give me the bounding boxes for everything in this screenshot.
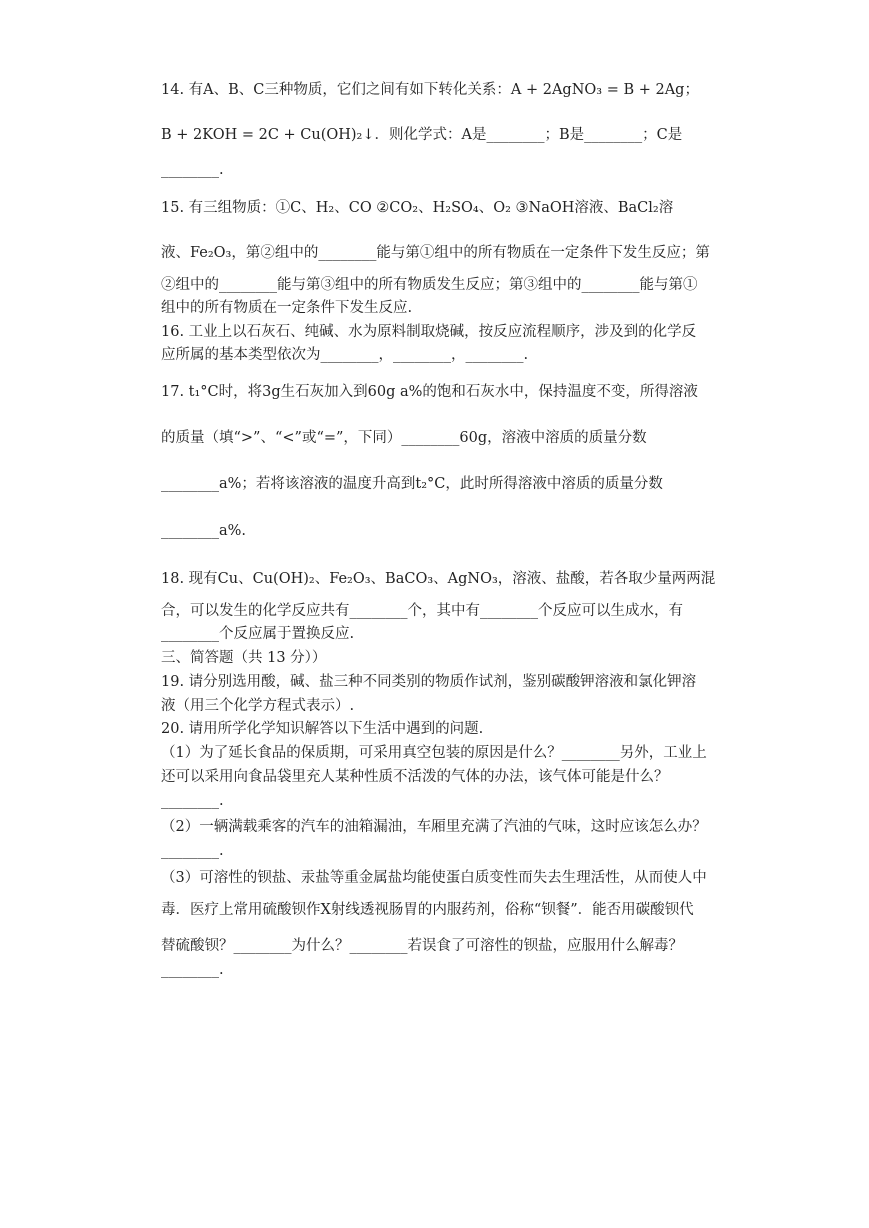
q20-3-line-4: ________. [161, 962, 224, 978]
q20-1-line-2: 还可以采用向食品袋里充人某种性质不活泼的气体的办法，该气体可能是什么？ [161, 769, 669, 785]
q14-line-2: B + 2KOH = 2C + Cu(OH)₂↓．则化学式：A是________；B是________；C是 [161, 127, 683, 143]
q17-line-3: ________a%；若将该溶液的温度升高到t₂°C，此时所得溶液中溶质的质量分数 [161, 476, 663, 492]
q20-2-line-1: （2）一辆满载乘客的汽车的油箱漏油，车厢里充满了汽油的气味，这时应该怎么办？ [161, 819, 707, 835]
q17-line-2: 的质量（填“>”、“<”或“=”，下同）________60g，溶液中溶质的质量分数 [161, 430, 647, 446]
q15-line-3: ②组中的________能与第③组中的所有物质发生反应；第③组中的________能与第① [161, 277, 698, 293]
q14-line-1: 14. 有A、B、C三种物质，它们之间有如下转化关系：A + 2AgNO₃ = B + 2Ag； [161, 82, 699, 98]
q18-line-1: 18. 现有Cu、Cu(OH)₂、Fe₂O₃、BaCO₃、AgNO₃，溶液、盐酸，若各取少量两两混 [161, 571, 716, 587]
q15-line-1: 15. 有三组物质：①C、H₂、CO ②CO₂、H₂SO₄、O₂ ③NaOH溶液、BaCl₂溶 [161, 200, 674, 216]
q17-line-1: 17. t₁°C时，将3g生石灰加入到60g a%的饱和石灰水中，保持温度不变，所得溶液 [161, 384, 698, 400]
q20-2-line-2: ________. [161, 843, 224, 859]
q17-line-4: ________a%. [161, 523, 247, 539]
q20-line-1: 20. 请用所学化学知识解答以下生活中遇到的问题. [161, 721, 484, 737]
q19-line-1: 19. 请分别选用酸，碱、盐三种不同类别的物质作试剂，鉴别碳酸钾溶液和氯化钾溶 [161, 674, 697, 690]
q20-3-line-3: 替硫酸钡？________为什么？________若误食了可溶性的钡盐，应服用什么解毒？ [161, 938, 683, 954]
q16-line-1: 16. 工业上以石灰石、纯碱、水为原料制取烧碱，按反应流程顺序，涉及到的化学反 [161, 324, 697, 340]
q15-line-2: 液、Fe₂O₃，第②组中的________能与第①组中的所有物质在一定条件下发生反应；第 [161, 245, 710, 261]
q18-line-3: ________个反应属于置换反应. [161, 626, 355, 642]
q14-line-3: ________. [161, 162, 224, 178]
q16-line-2: 应所属的基本类型依次为________，________，________. [161, 347, 529, 363]
q20-3-line-1: （3）可溶性的钡盐、汞盐等重金属盐均能使蛋白质变性而失去生理活性，从而使人中 [161, 870, 707, 886]
q19-line-2: 液（用三个化学方程式表示）. [161, 698, 355, 714]
section-3-heading: 三、简答题（共 13 分）） [161, 650, 327, 666]
q20-3-line-2: 毒．医疗上常用硫酸钡作X射线透视肠胃的内服药剂，俗称“钡餐”．能否用碳酸钡代 [161, 902, 694, 918]
q18-line-2: 合，可以发生的化学反应共有________个，其中有________个反应可以生成水，有 [161, 603, 683, 619]
q15-line-4: 组中的所有物质在一定条件下发生反应. [161, 300, 413, 316]
q20-1-line-3: ________. [161, 793, 224, 809]
q20-1-line-1: （1）为了延长食品的保质期，可采用真空包装的原因是什么？________另外，工业上 [161, 745, 707, 761]
